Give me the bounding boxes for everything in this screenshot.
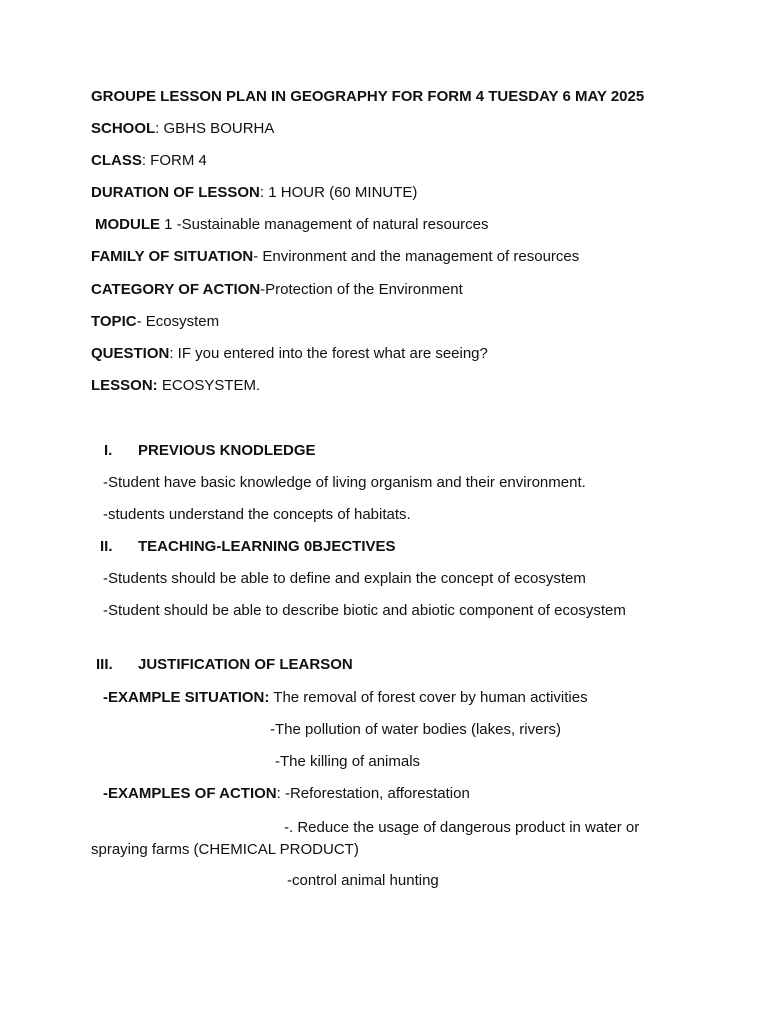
document-title: GROUPE LESSON PLAN IN GEOGRAPHY FOR FORM 4 TUESDAY 6 MAY 2025 [91, 88, 645, 105]
module-label: MODULE [95, 216, 160, 233]
list-item: -The killing of animals [275, 753, 421, 770]
list-item: -Student have basic knowledge of living organism and their environment. [103, 474, 586, 491]
duration-label: DURATION OF LESSON [91, 184, 260, 201]
examples-of-action-label: -EXAMPLES OF ACTION [103, 785, 277, 802]
section-numeral: II. [100, 538, 113, 555]
section-heading-text: PREVIOUS KNODLEDGE [138, 442, 316, 459]
section-numeral: III. [96, 656, 113, 673]
duration-value: : 1 HOUR (60 MINUTE) [259, 184, 418, 201]
family-value: - Environment and the management of resources [253, 248, 580, 265]
lesson-line [91, 376, 260, 396]
class-label: CLASS [91, 152, 142, 169]
topic-value: - Ecosystem [136, 313, 220, 330]
lesson-value: ECOSYSTEM. [157, 377, 261, 394]
family-line [91, 247, 579, 267]
examples-of-action-line [103, 784, 470, 804]
category-label: CATEGORY OF ACTION [91, 281, 261, 298]
section-heading-text: JUSTIFICATION OF LEARSON [138, 656, 353, 673]
school-line [91, 119, 274, 139]
lesson-label: LESSON: [91, 377, 158, 394]
school-value: : GBHS BOURHA [155, 120, 275, 137]
family-label: FAMILY OF SITUATION [91, 248, 254, 265]
section-heading-objectives [100, 537, 396, 557]
example-situation-first: The removal of forest cover by human activities [269, 689, 588, 706]
list-item-continuation: spraying farms (CHEMICAL PRODUCT) [91, 841, 359, 858]
section-heading-text: TEACHING-LEARNING 0BJECTIVES [138, 538, 396, 555]
duration-line [91, 183, 417, 203]
module-line [95, 215, 489, 235]
list-item: -. Reduce the usage of dangerous product in water or [284, 819, 640, 836]
list-item: -Students should be able to define and explain the concept of ecosystem [103, 570, 586, 587]
class-value: : FORM 4 [141, 152, 207, 169]
examples-of-action-first: : -Reforestation, afforestation [276, 785, 470, 802]
section-numeral: I. [104, 442, 113, 459]
question-line [91, 344, 488, 364]
category-value: -Protection of the Environment [260, 281, 463, 298]
list-item: -Student should be able to describe biotic and abiotic component of ecosystem [103, 602, 626, 619]
topic-label: TOPIC [91, 313, 137, 330]
module-value: 1 -Sustainable management of natural resources [160, 216, 489, 233]
question-label: QUESTION [91, 345, 170, 362]
example-situation-line [103, 688, 588, 708]
category-line [91, 280, 463, 300]
list-item: -The pollution of water bodies (lakes, rivers) [270, 721, 561, 738]
question-value: : IF you entered into the forest what are seeing? [169, 345, 488, 362]
class-line [91, 151, 207, 171]
list-item: -control animal hunting [287, 872, 439, 889]
section-heading-previous-knowledge [104, 441, 316, 461]
school-label: SCHOOL [91, 120, 156, 137]
list-item: -students understand the concepts of habitats. [103, 506, 411, 523]
section-heading-justification [96, 655, 353, 675]
example-situation-label: -EXAMPLE SITUATION: [103, 689, 270, 706]
topic-line [91, 312, 219, 332]
